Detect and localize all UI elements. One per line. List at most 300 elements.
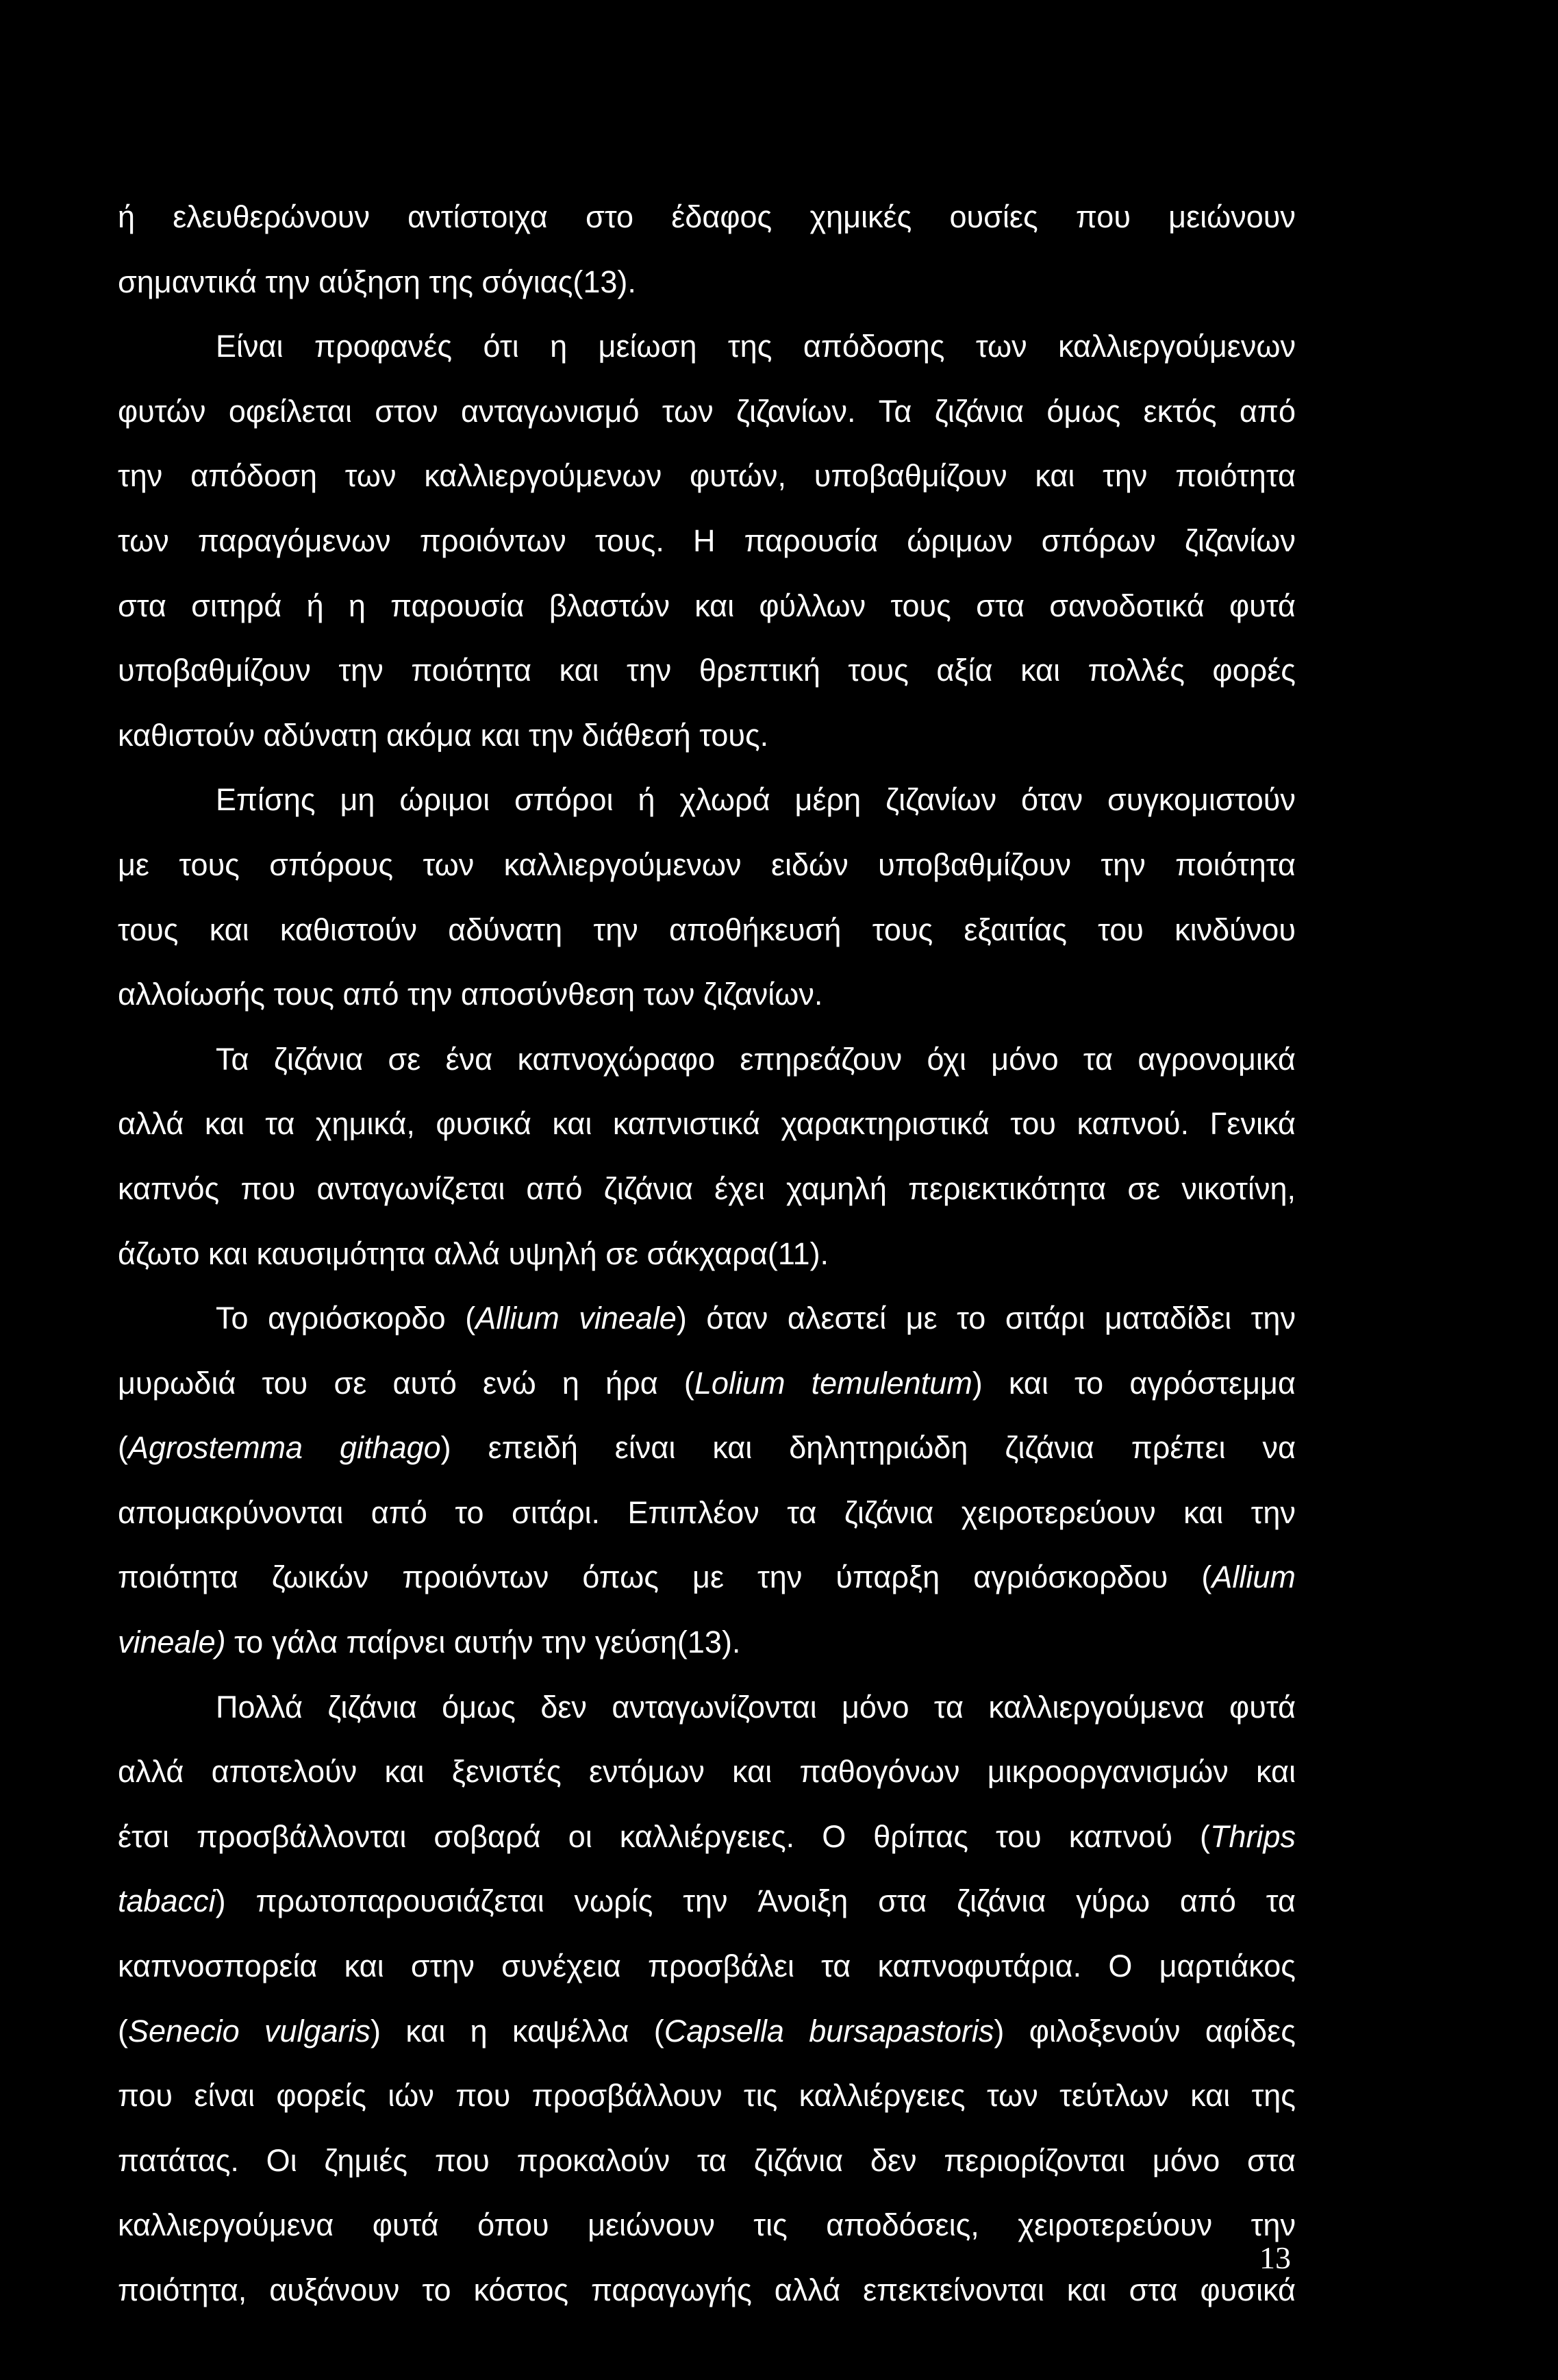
word: φυτών, [689, 458, 787, 494]
page-number: 13 [1259, 2240, 1291, 2275]
word: το [957, 1301, 986, 1336]
justified-words [118, 1934, 1296, 1999]
word: αποδόσεις, [826, 2207, 979, 2243]
word: καπνός [118, 1170, 220, 1206]
word: χειροτερεύουν [961, 1494, 1156, 1530]
text-line [118, 638, 1296, 703]
word: αλλά [118, 1106, 184, 1142]
word: αποθήκευσή [668, 912, 842, 947]
word: (Agrostemma [118, 1430, 303, 1466]
justified-words [118, 574, 1296, 639]
word: ποιότητα, [118, 2272, 247, 2307]
word: φυτών [118, 393, 206, 429]
word: ζημιές [324, 2142, 408, 2178]
text-line [118, 2258, 1296, 2323]
word: την [757, 1559, 803, 1595]
word: σε [388, 1041, 421, 1077]
word: σε [1127, 1170, 1161, 1206]
word: μόνο [842, 1689, 909, 1725]
word: αλλά [118, 1754, 184, 1790]
word: ζιζάνια [1005, 1430, 1094, 1466]
word: bursapastoris) [809, 2013, 1005, 2049]
word: προκαλούν [516, 2142, 670, 2178]
word: μαρτιάκος [1159, 1949, 1296, 1984]
justified-words [118, 898, 1296, 963]
word: τους [848, 653, 909, 688]
word: και [209, 912, 249, 947]
justified-words [118, 1481, 1296, 1546]
word: καλλιεργούμενα [988, 1689, 1205, 1725]
word: σε [334, 1365, 367, 1401]
text-line [118, 2064, 1296, 2129]
word: και [405, 2013, 446, 2049]
word: την [1103, 458, 1148, 494]
word: συνέχεια [501, 1949, 621, 1984]
word: απόδοση [190, 458, 318, 494]
text-segment: άζωτο και καυσιμότητα αλλά υψηλή σε σάκχαρα(11). [118, 1236, 829, 1271]
word: και [1256, 1754, 1296, 1790]
word: σιτάρι. [512, 1494, 601, 1530]
word: νικοτίνη, [1181, 1170, 1296, 1206]
word: σοβαρά [434, 1818, 541, 1854]
text-line [118, 1092, 1296, 1157]
word: φύλλων [759, 588, 866, 623]
word: τεύτλων [1059, 2078, 1169, 2114]
word: ζιζάνια [327, 1689, 417, 1725]
word: αγρονομικά [1138, 1041, 1296, 1077]
word: στην [410, 1949, 475, 1984]
word: τους [890, 588, 951, 623]
word: της [727, 329, 772, 364]
word: τους [872, 912, 933, 947]
word: στα [878, 1883, 927, 1919]
word: νωρίς [574, 1883, 653, 1919]
word: την [683, 1883, 728, 1919]
text-line [118, 1286, 1296, 1351]
word: (Senecio [118, 2013, 240, 2049]
word: το [455, 1494, 484, 1530]
word: να [1262, 1430, 1296, 1466]
word: ένα [445, 1041, 493, 1077]
word: ζιζάνια [844, 1494, 934, 1530]
word: στα [1247, 2142, 1296, 2178]
word: καπνοχώραφο [517, 1041, 716, 1077]
word: Πολλά [216, 1689, 303, 1725]
word: του [1098, 912, 1144, 947]
text-segment: σημαντικά την αύξηση της σόγιας(13). [118, 264, 636, 299]
word: τις [743, 2078, 778, 2114]
word: ζωικών [271, 1559, 369, 1595]
word: (Lolium [683, 1365, 786, 1401]
word: ποιότητα [1175, 458, 1296, 494]
text-line [118, 444, 1296, 509]
justified-words [118, 1416, 1296, 1481]
word: ενώ [483, 1365, 536, 1401]
word: γύρω [1076, 1883, 1151, 1919]
text-line [118, 1416, 1296, 1481]
justified-words [118, 379, 1296, 444]
word: αφίδες [1205, 2013, 1296, 2049]
text-line [118, 574, 1296, 639]
text-line [118, 2129, 1296, 2194]
text-line [118, 1351, 1296, 1416]
justified-words [118, 1157, 1296, 1222]
word: και [204, 1106, 244, 1142]
word: πατάτας. [118, 2142, 239, 2178]
text-line [118, 1740, 1296, 1805]
word: και [1035, 458, 1075, 494]
justified-words [216, 768, 1296, 833]
word: τα [696, 2142, 727, 2178]
word: πρωτοπαρουσιάζεται [255, 1883, 544, 1919]
word: ποιότητα [118, 1559, 238, 1595]
word: των [118, 523, 169, 558]
text-line [118, 250, 1296, 315]
justified-words [118, 2193, 1296, 2258]
word: την [118, 458, 163, 494]
word: δεν [870, 2142, 917, 2178]
text-segment: καθιστούν αδύνατη ακόμα και την διάθεσή τους. [118, 717, 769, 753]
word: μείωση [598, 329, 697, 364]
word: (Allium [465, 1301, 560, 1336]
word: σπόρους [269, 847, 394, 882]
word: ουσίες [949, 199, 1038, 234]
word: githago) [340, 1430, 451, 1466]
word: δηλητηριώδη [789, 1430, 968, 1466]
word: κινδύνου [1174, 912, 1296, 947]
word: πολλές [1088, 653, 1185, 688]
word: και [1020, 653, 1061, 688]
word: το [422, 2272, 451, 2307]
word: και [384, 1754, 425, 1790]
word: αλεστεί [787, 1301, 887, 1336]
word: που [455, 2078, 511, 2114]
word: του [996, 1818, 1042, 1854]
word: έτσι [118, 1818, 169, 1854]
justified-words [118, 185, 1296, 250]
word: χλωρά [679, 782, 770, 818]
word: vineale) [579, 1301, 687, 1336]
word: καπνού [1068, 1818, 1172, 1854]
word: Ο [822, 1818, 846, 1854]
justified-words [118, 1740, 1296, 1805]
word: και [1066, 2272, 1107, 2307]
word: ανταγωνίζονται [612, 1689, 817, 1725]
justified-words [216, 1027, 1296, 1092]
word: Τα [878, 393, 912, 429]
word: ζιζάνια [603, 1170, 693, 1206]
word: καπνοφυτάρια. [877, 1949, 1082, 1984]
word: αλλά [774, 2272, 841, 2307]
word: με [692, 1559, 725, 1595]
word: ματαδίδει [1104, 1301, 1232, 1336]
word: αγριόσκορδο [268, 1301, 446, 1336]
text-line [118, 1222, 1296, 1287]
text-line [118, 314, 1296, 379]
word: από [1179, 1883, 1236, 1919]
word: αντίστοιχα [407, 199, 548, 234]
word: αυτό [392, 1365, 457, 1401]
word: Ο [1108, 1949, 1133, 1984]
word: την [1101, 847, 1146, 882]
word: ζιζανίων [1184, 523, 1296, 558]
word: τα [933, 1689, 964, 1725]
word: που [1075, 199, 1131, 234]
word: στα [976, 588, 1025, 623]
text-line [118, 509, 1296, 574]
justified-words [118, 833, 1296, 898]
word: ποιότητα [1175, 847, 1296, 882]
word: παραγωγής [590, 2272, 752, 2307]
text-line [118, 1545, 1296, 1610]
word: ειδών [770, 847, 849, 882]
word: αυξάνουν [269, 2272, 400, 2307]
word: θρεπτική [699, 653, 820, 688]
text-line [118, 703, 1296, 768]
word: από [370, 1494, 427, 1530]
word: μη [340, 782, 375, 818]
word: φυτά [1229, 1689, 1296, 1725]
word: τους [179, 847, 240, 882]
word: temulentum) [811, 1365, 983, 1401]
word: καθιστούν [279, 912, 417, 947]
word: ξενιστές [451, 1754, 562, 1790]
word: των [662, 393, 714, 429]
justified-words [118, 444, 1296, 509]
word: και [694, 588, 735, 623]
word: του [262, 1365, 308, 1401]
word: την [338, 653, 384, 688]
word: των [423, 847, 475, 882]
word: Επίσης [216, 782, 316, 818]
word: Η [693, 523, 716, 558]
justified-words [118, 2064, 1296, 2129]
word: ζιζάνια [956, 1883, 1046, 1919]
word: καλλιεργούμενων [503, 847, 742, 882]
word: φυτά [372, 2207, 439, 2243]
word: ύπαρξη [835, 1559, 940, 1595]
word: είναι [194, 2078, 255, 2114]
text-line [118, 768, 1296, 833]
word: καπνοσπορεία [118, 1949, 318, 1984]
word: η [562, 1365, 579, 1401]
word: φορείς [276, 2078, 366, 2114]
word: όταν [706, 1301, 768, 1336]
word: όχι [927, 1041, 966, 1077]
word: ιών [388, 2078, 434, 2114]
word: φορές [1212, 653, 1296, 688]
word: την [1251, 1494, 1296, 1530]
word: με [118, 847, 149, 882]
word: tabacci) [118, 1883, 226, 1919]
word: παρουσία [390, 588, 525, 623]
justified-words [118, 1999, 1296, 2064]
justified-words [118, 2258, 1296, 2323]
word: χειροτερεύουν [1018, 2207, 1213, 2243]
word: πρέπει [1131, 1430, 1226, 1466]
word: Τα [216, 1041, 249, 1077]
word: μειώνουν [1168, 199, 1296, 234]
word: αγριόσκορδου [973, 1559, 1168, 1595]
word: όταν [1021, 782, 1083, 818]
word: και [1190, 2078, 1231, 2114]
word: η [470, 2013, 488, 2049]
word: προσβάλλονται [197, 1818, 407, 1854]
word: αδύνατη [448, 912, 563, 947]
word: ήρα [605, 1365, 658, 1401]
word: στον [375, 393, 438, 429]
word: όμως [1046, 393, 1121, 429]
text-line [118, 1481, 1296, 1546]
word: (Thrips [1199, 1818, 1296, 1854]
word: προσβάλει [648, 1949, 794, 1984]
word: της [1251, 2078, 1296, 2114]
word: απομακρύνονται [118, 1494, 344, 1530]
word: σπόροι [514, 782, 614, 818]
word: ή [306, 588, 324, 623]
word: τα [787, 1494, 817, 1530]
word: Άνοιξη [757, 1883, 849, 1919]
word: ζιζάνια [273, 1041, 364, 1077]
text-line [118, 962, 1296, 1027]
word: στο [586, 199, 633, 234]
text-line [118, 1027, 1296, 1092]
word: χαμηλή [786, 1170, 887, 1206]
word: και [552, 1106, 592, 1142]
text-line [118, 1999, 1296, 2064]
word: χημικές [809, 199, 912, 234]
justified-words [118, 509, 1296, 574]
word: έχει [714, 1170, 765, 1206]
word: προιόντων [402, 1559, 549, 1595]
word: αξία [936, 653, 993, 688]
word: συγκομιστούν [1107, 782, 1296, 818]
justified-words [118, 1092, 1296, 1157]
word: τους [118, 912, 179, 947]
word: εντόμων [588, 1754, 705, 1790]
word: στα [1129, 2272, 1178, 2307]
word: Είναι [216, 329, 284, 364]
word: την [1251, 1301, 1296, 1336]
word: υποβαθμίζουν [878, 847, 1071, 882]
word: καλλιεργούμενων [424, 458, 662, 494]
word: του [1010, 1106, 1057, 1142]
word: επειδή [488, 1430, 578, 1466]
word: σανοδοτικά [1049, 588, 1205, 623]
word: τους. [594, 523, 664, 558]
word: οι [568, 1818, 592, 1854]
word: η [348, 588, 366, 623]
word: ζιζανίων. [736, 393, 856, 429]
justified-words [118, 1869, 1296, 1934]
word: ανταγωνίζεται [316, 1170, 505, 1206]
word: ζιζάνια [934, 393, 1025, 429]
word: των [986, 2078, 1038, 2114]
word: μειώνουν [588, 2207, 715, 2243]
word: την [593, 912, 638, 947]
word: υποβαθμίζουν [814, 458, 1007, 494]
word: ζιζάνια [753, 2142, 844, 2178]
word: Γενικά [1209, 1106, 1296, 1142]
word: το [1074, 1365, 1104, 1401]
word: αποτελούν [211, 1754, 357, 1790]
word: που [434, 2142, 490, 2178]
justified-words [118, 1805, 1296, 1870]
word: από [526, 1170, 583, 1206]
word: όπως [582, 1559, 659, 1595]
word: τα [1266, 1883, 1296, 1919]
text-line [118, 2193, 1296, 2258]
word: με [905, 1301, 938, 1336]
word: (Capsella [653, 2013, 784, 2049]
text-line [118, 898, 1296, 963]
word: ανταγωνισμό [460, 393, 640, 429]
word: σιτάρι [1005, 1301, 1085, 1336]
word: μικροοργανισμών [987, 1754, 1229, 1790]
word: και [732, 1754, 772, 1790]
text-line [118, 1869, 1296, 1934]
word: θρίπας [873, 1818, 968, 1854]
word: μέρη [794, 782, 862, 818]
word: καπνού. [1077, 1106, 1190, 1142]
text-line [118, 1675, 1296, 1740]
word: η [550, 329, 568, 364]
justified-words [118, 2129, 1296, 2194]
italic-text: vineale) [118, 1625, 226, 1660]
word: οφείλεται [228, 393, 352, 429]
text-line [118, 185, 1296, 250]
justified-words [216, 1286, 1296, 1351]
word: εκτός [1143, 393, 1217, 429]
word: φυσικά [1200, 2272, 1296, 2307]
word: παθογόνων [799, 1754, 960, 1790]
word: που [240, 1170, 296, 1206]
word: είναι [614, 1430, 676, 1466]
word: φιλοξενούν [1029, 2013, 1181, 2049]
text-line [118, 1934, 1296, 1999]
word: χαρακτηριστικά [781, 1106, 990, 1142]
justified-words [118, 1545, 1296, 1610]
body-text [118, 185, 1296, 2323]
word: υποβαθμίζουν [118, 653, 311, 688]
word: προφανές [314, 329, 453, 364]
word: (Allium [1201, 1559, 1296, 1595]
word: σπόρων [1041, 523, 1156, 558]
word: σιτηρά [191, 588, 282, 623]
word: επεκτείνονται [863, 2272, 1044, 2307]
word: μυρωδιά [118, 1365, 236, 1401]
word: και [559, 653, 599, 688]
text-line [118, 379, 1296, 444]
word: εξαιτίας [964, 912, 1067, 947]
word: καπνιστικά [612, 1106, 760, 1142]
word: Το [216, 1301, 249, 1336]
word: απόδοσης [803, 329, 945, 364]
text-segment: το γάλα παίρνει αυτήν την γεύση(13). [225, 1625, 741, 1660]
word: χημικά, [315, 1106, 415, 1142]
word: καλλιέργειες. [619, 1818, 795, 1854]
word: τα [265, 1106, 295, 1142]
word: μόνο [1152, 2142, 1220, 2178]
word: περιεκτικότητα [907, 1170, 1107, 1206]
justified-words [118, 638, 1296, 703]
word: ποιότητα [411, 653, 531, 688]
justified-words [118, 1351, 1296, 1416]
word: παρουσία [744, 523, 879, 558]
word: προσβάλλουν [531, 2078, 723, 2114]
word: ότι [483, 329, 519, 364]
word: βλαστών [549, 588, 670, 623]
